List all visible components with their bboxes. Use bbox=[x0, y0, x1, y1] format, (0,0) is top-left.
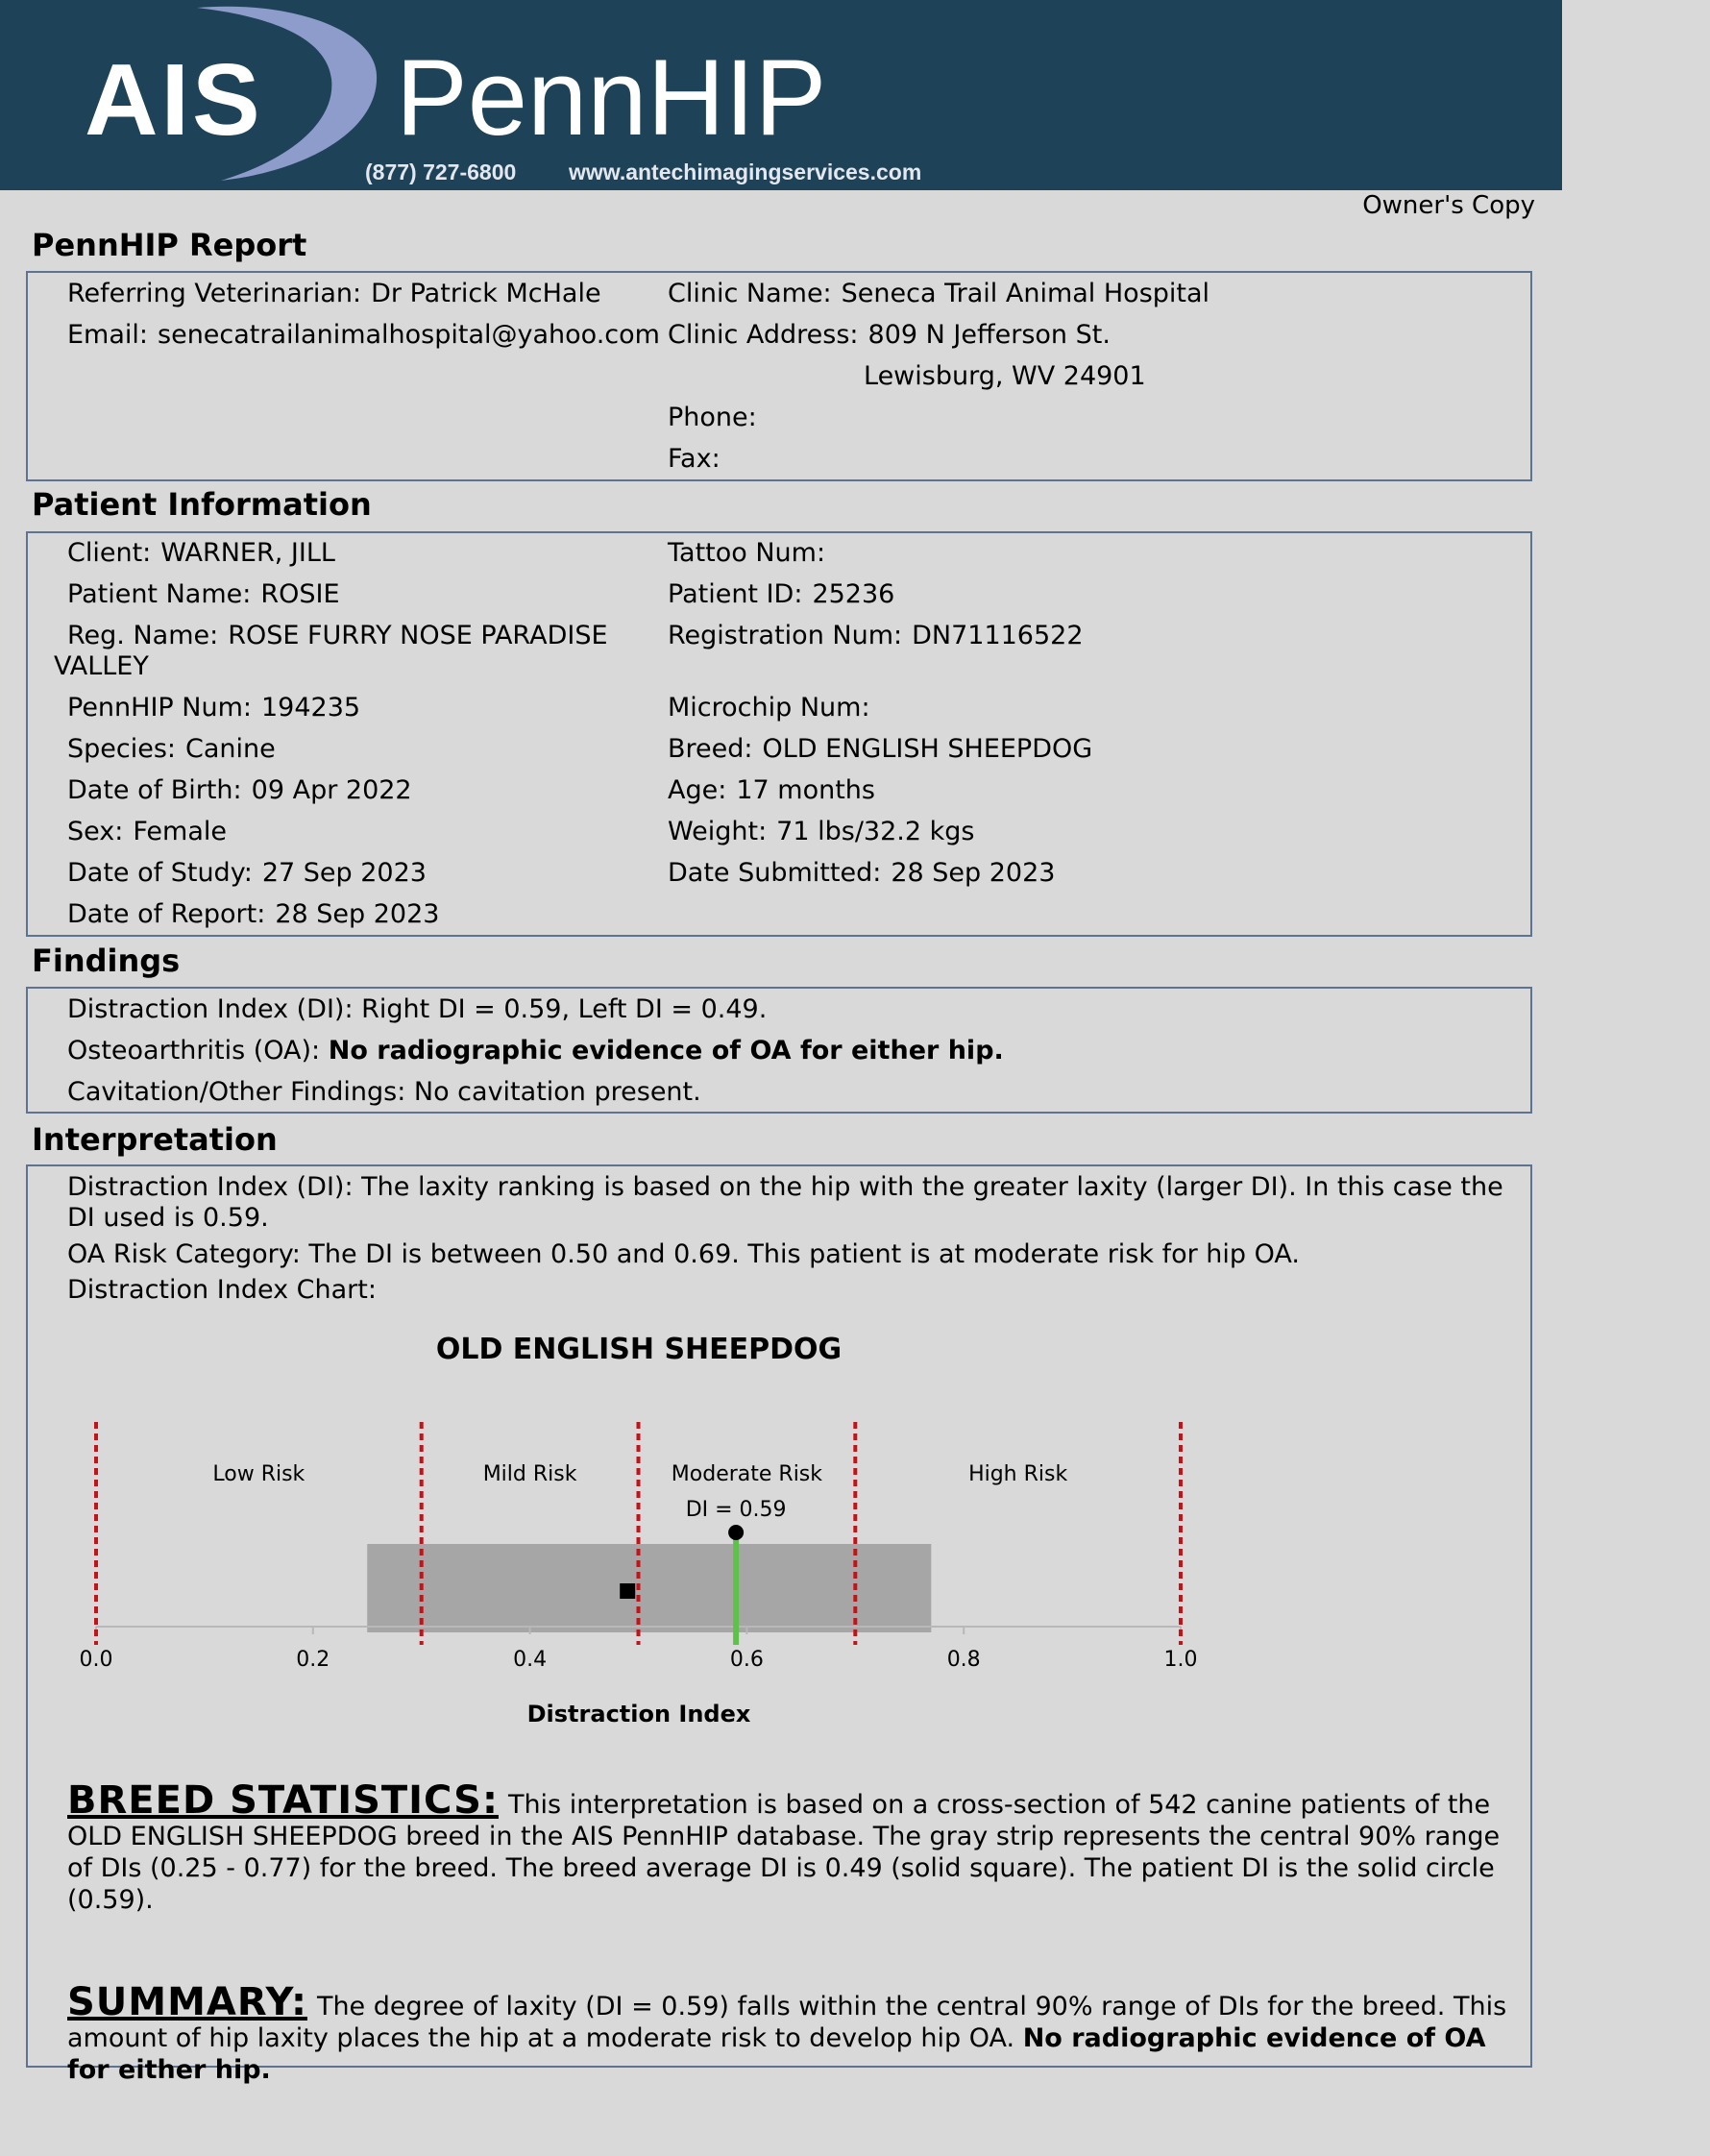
logo-pennhip-text: PennHIP bbox=[396, 37, 827, 158]
chart-title: OLD ENGLISH SHEEPDOG bbox=[435, 1333, 843, 1366]
registration-label: Registration Num: bbox=[668, 621, 903, 650]
chart-x-axis-label: Distraction Index bbox=[526, 1701, 751, 1727]
findings-di: Distraction Index (DI): Right DI = 0.59, Left DI = 0.49. bbox=[67, 994, 768, 1024]
email-value[interactable]: senecatrailanimalhospital@yahoo.com bbox=[158, 320, 660, 350]
pennhip-num-label: PennHIP Num: bbox=[67, 693, 252, 723]
sex-value: Female bbox=[133, 817, 227, 846]
findings-oa bbox=[67, 1036, 1004, 1066]
patient-name-field bbox=[67, 579, 340, 610]
age-label: Age: bbox=[668, 775, 727, 805]
patient-di-label: DI = 0.59 bbox=[685, 1498, 787, 1522]
risk-zone-label: Low Risk bbox=[212, 1462, 305, 1486]
logo-ais-text: AIS bbox=[85, 43, 263, 157]
header-website[interactable]: www.antechimagingservices.com bbox=[569, 159, 922, 184]
phone-label: Phone: bbox=[668, 403, 757, 432]
risk-zone-label: Mild Risk bbox=[482, 1462, 577, 1486]
summary bbox=[67, 1980, 1523, 2086]
sex-field bbox=[67, 817, 227, 847]
weight-value: 71 lbs/32.2 kgs bbox=[776, 817, 975, 846]
summary-heading: SUMMARY: bbox=[67, 1980, 307, 2024]
species-label: Species: bbox=[67, 734, 177, 764]
findings-oa-value: No radiographic evidence of OA for either hip. bbox=[328, 1036, 1004, 1066]
findings-oa-label: Osteoarthritis (OA): bbox=[67, 1036, 321, 1066]
summary-text: The degree of laxity (DI = 0.59) falls within the central 90% range of DIs for the breed. This amount of hip laxity places the hip at a moderate risk to develop hip OA. bbox=[67, 1992, 1507, 2053]
risk-zone-label: High Risk bbox=[968, 1462, 1068, 1486]
pennhip-num-value: 194235 bbox=[261, 693, 361, 723]
breed-field bbox=[668, 734, 1092, 765]
patient-id-label: Patient ID: bbox=[668, 579, 803, 609]
client-field bbox=[67, 538, 335, 569]
reg-name-line2: VALLEY bbox=[54, 651, 149, 681]
patient-name-value: ROSIE bbox=[260, 579, 340, 609]
microchip-label: Microchip Num: bbox=[668, 693, 870, 723]
interpretation-section-title: Interpretation bbox=[32, 1121, 278, 1158]
date-submitted-field bbox=[668, 858, 1055, 889]
referring-vet-value: Dr Patrick McHale bbox=[371, 279, 601, 308]
date-report-label: Date of Report: bbox=[67, 899, 266, 929]
dob-field bbox=[67, 775, 412, 806]
reg-name-value: ROSE FURRY NOSE PARADISE bbox=[228, 621, 608, 650]
breed-statistics-heading: BREED STATISTICS: bbox=[67, 1778, 499, 1823]
age-value: 17 months bbox=[736, 775, 875, 805]
x-tick-label: 0.4 bbox=[513, 1648, 548, 1672]
date-study-label: Date of Study: bbox=[67, 858, 253, 888]
date-report-value: 28 Sep 2023 bbox=[275, 899, 440, 929]
date-study-field bbox=[67, 858, 427, 889]
patient-name-label: Patient Name: bbox=[67, 579, 252, 609]
date-report-field bbox=[67, 899, 439, 930]
referring-vet-field bbox=[67, 279, 601, 309]
range-strip bbox=[367, 1544, 931, 1632]
header-phone: (877) 727-6800 bbox=[365, 159, 517, 184]
clinic-address-field bbox=[668, 320, 1111, 351]
referring-vet-label: Referring Veterinarian: bbox=[67, 279, 362, 308]
report-section-title: PennHIP Report bbox=[32, 227, 307, 263]
email-label: Email: bbox=[67, 320, 149, 350]
x-tick-label: 0.2 bbox=[296, 1648, 330, 1672]
breed-value: OLD ENGLISH SHEEPDOG bbox=[762, 734, 1093, 764]
x-tick-label: 0.0 bbox=[79, 1648, 113, 1672]
owners-copy-label: Owner's Copy bbox=[1362, 191, 1535, 220]
breed-average-marker bbox=[620, 1583, 635, 1599]
client-value: WARNER, JILL bbox=[160, 538, 335, 568]
weight-field bbox=[668, 817, 974, 847]
date-study-value: 27 Sep 2023 bbox=[261, 858, 427, 888]
breed-statistics-text: This interpretation is based on a cross-section of 542 canine patients of the OLD ENGLISH SHEEPDOG breed in the AIS PennHIP database. The gray strip represents the central 90% range of DIs (0.25 - 0.77) for the breed. The breed average DI is 0.49 (solid square). The patient DI is the solid circle (0.59). bbox=[67, 1790, 1501, 1915]
date-submitted-label: Date Submitted: bbox=[668, 858, 882, 888]
client-label: Client: bbox=[67, 538, 152, 568]
dob-label: Date of Birth: bbox=[67, 775, 242, 805]
patient-di-marker bbox=[728, 1525, 744, 1540]
findings-cavitation: Cavitation/Other Findings: No cavitation present. bbox=[67, 1077, 701, 1107]
report-header bbox=[0, 0, 1562, 190]
clinic-name-label: Clinic Name: bbox=[668, 279, 832, 308]
sex-label: Sex: bbox=[67, 817, 124, 846]
findings-section-title: Findings bbox=[32, 943, 181, 979]
summary-bold-text: No radiographic evidence of OA for either hip. bbox=[67, 2023, 1486, 2085]
breed-statistics bbox=[67, 1778, 1523, 1916]
breed-label: Breed: bbox=[668, 734, 753, 764]
reg-name-field bbox=[67, 621, 608, 651]
fax-label: Fax: bbox=[668, 444, 721, 474]
dob-value: 09 Apr 2022 bbox=[251, 775, 412, 805]
x-tick-label: 0.8 bbox=[946, 1648, 981, 1672]
email-field bbox=[67, 320, 660, 351]
pennhip-num-field bbox=[67, 693, 360, 723]
distraction-index-chart bbox=[58, 1316, 1210, 1739]
species-field bbox=[67, 734, 276, 765]
tattoo-label: Tattoo Num: bbox=[668, 538, 826, 568]
x-tick-label: 0.6 bbox=[729, 1648, 764, 1672]
species-value: Canine bbox=[185, 734, 276, 764]
interpretation-oa-risk: OA Risk Category: The DI is between 0.50 and 0.69. This patient is at moderate risk for hip OA. bbox=[67, 1239, 1300, 1269]
interpretation-chart-label: Distraction Index Chart: bbox=[67, 1275, 377, 1305]
clinic-name-value: Seneca Trail Animal Hospital bbox=[841, 279, 1210, 308]
patient-id-field bbox=[668, 579, 894, 610]
patient-section-title: Patient Information bbox=[32, 486, 372, 523]
risk-zone-label: Moderate Risk bbox=[671, 1462, 823, 1486]
registration-value: DN71116522 bbox=[912, 621, 1084, 650]
date-submitted-value: 28 Sep 2023 bbox=[891, 858, 1056, 888]
interpretation-di-text: Distraction Index (DI): The laxity ranking is based on the hip with the greater laxity (larger DI). In this case the DI used is 0.59. bbox=[67, 1172, 1503, 1233]
clinic-address-line2: Lewisburg, WV 24901 bbox=[864, 361, 1146, 391]
clinic-address-line1: 809 N Jefferson St. bbox=[867, 320, 1111, 350]
x-tick-label: 1.0 bbox=[1163, 1648, 1198, 1672]
age-field bbox=[668, 775, 875, 806]
clinic-address-label: Clinic Address: bbox=[668, 320, 859, 350]
weight-label: Weight: bbox=[668, 817, 768, 846]
registration-field bbox=[668, 621, 1084, 651]
clinic-name-field bbox=[668, 279, 1209, 309]
patient-id-value: 25236 bbox=[812, 579, 895, 609]
reg-name-label: Reg. Name: bbox=[67, 621, 219, 650]
